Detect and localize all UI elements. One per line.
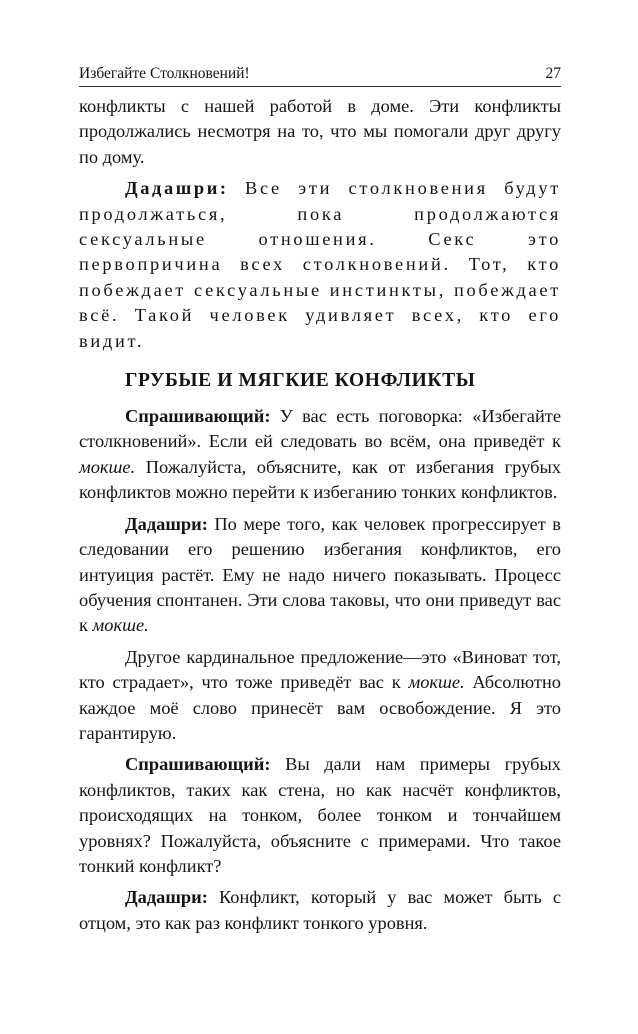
paragraph-plain (79, 645, 561, 747)
paragraph-dadashri-2 (79, 512, 561, 639)
paragraph-text: Другое кардинальное предложение—это «Виноват тот, кто страдает», что тоже приведёт вас к (79, 646, 561, 693)
paragraph-dadashri-3 (79, 885, 561, 936)
speaker-label: Дадашри: (125, 887, 208, 908)
paragraph-continued (79, 94, 561, 170)
italic-term: мокше. (79, 456, 136, 477)
paragraph-text: У вас есть поговорка: «Избегайте столкновений». Если ей следовать во всём, она приведёт к (79, 406, 561, 452)
paragraph-text: Абсолютно каждое моё слово принесёт вам освобождение. Я это гарантирую. (79, 672, 561, 743)
paragraph-questioner-2 (79, 752, 561, 879)
paragraph-questioner-1 (79, 404, 561, 506)
italic-term: мокше. (92, 615, 149, 636)
paragraph-dadashri-1 (79, 176, 561, 354)
page-number: 27 (545, 65, 561, 82)
running-header (79, 62, 561, 87)
paragraph-text: По мере того, как человек прогрессирует в следовании его решению избегания конфликтов, его интуиция растёт. Ему не надо ничего показывать. Процесс обучения спонтанен. Эти слова таковы, что они приведут вас к (79, 513, 561, 636)
paragraph-text: Конфликт, который у вас может быть с отцом, это как раз конфликт тонкого уровня. (79, 887, 561, 933)
speaker-label: Спрашивающий: (125, 754, 271, 775)
speaker-label: Дадашри: (125, 178, 229, 199)
speaker-label: Спрашивающий: (125, 406, 271, 427)
paragraph-text: Пожалуйста, объясните, как от избегания грубых конфликтов можно перейти к избеганию тонких конфликтов. (79, 456, 561, 503)
paragraph-text: Все эти столкновения будут продолжаться, пока продолжаются сексуальные отношения. Секс это первопричина всех столкновений. Тот, кто побеждает сексуальные инстинкты, побеждает всё. Такой человек удивляет всех, кто его видит. (79, 178, 561, 351)
italic-term: мокше. (408, 672, 465, 693)
speaker-label: Дадашри: (125, 513, 208, 534)
section-heading: ГРУБЫЕ И МЯГКИЕ КОНФЛИКТЫ (125, 370, 476, 392)
body-text (79, 94, 561, 942)
paragraph-text: конфликты с нашей работой в доме. Эти конфликты продолжались несмотря на то, что мы помогали друг другу по дому. (79, 96, 561, 167)
running-title: Избегайте Столкновений! (79, 65, 250, 82)
paragraph-text: Вы дали нам примеры грубых конфликтов, таких как стена, но как насчёт конфликтов, происходящих на тонком, более тонком и тончайшем уровнях? Пожалуйста, объясните с примерами. Что такое тонкий конфликт? (79, 754, 561, 876)
